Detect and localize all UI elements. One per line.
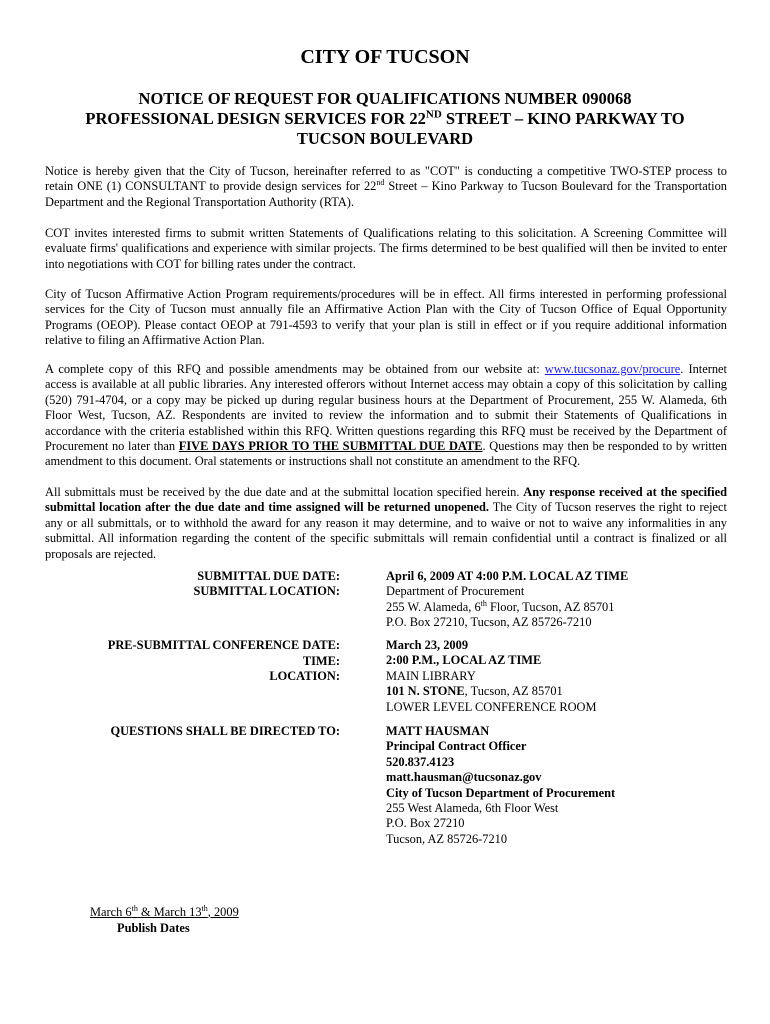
p5-bold-warning: Any response received at the specified submittal location after the due date and time assigned will be returned unopened. bbox=[45, 485, 727, 515]
publish-date-1: March 6 bbox=[90, 905, 132, 919]
contact-email: matt.hausman@tucsonaz.gov bbox=[386, 770, 542, 785]
conference-time-label: TIME: bbox=[302, 654, 340, 668]
contact-address: 255 West Alameda, 6th Floor West bbox=[386, 801, 559, 816]
conference-values bbox=[386, 638, 597, 715]
publish-dates-value bbox=[90, 905, 239, 920]
notice-line-2-part-a: PROFESSIONAL DESIGN SERVICES FOR 22 bbox=[85, 109, 426, 128]
submittal-dept: Department of Procurement bbox=[386, 584, 525, 599]
notice-line-2 bbox=[0, 109, 770, 129]
conference-street bbox=[386, 684, 597, 699]
questions-label: QUESTIONS SHALL BE DIRECTED TO: bbox=[110, 724, 340, 738]
contact-name: MATT HAUSMAN bbox=[386, 724, 490, 738]
p5-text-a: All submittals must be received by the due date and at the submittal location specified herein. bbox=[45, 485, 524, 499]
questions-values bbox=[386, 724, 615, 847]
conference-date-value: March 23, 2009 bbox=[386, 638, 469, 652]
notice-line-1: NOTICE OF REQUEST FOR QUALIFICATIONS NUMBER 090068 bbox=[138, 89, 632, 108]
p5-text-b: The City of Tucson reserves the right to reject any or all submittals, or to withhold the award for any reason it may determine, and to waive or not to waive any informalities in any submittal. All information regarding the content of the specific submittals will remain confidential until a contract is finalized or all proposals are rejected. bbox=[45, 500, 727, 561]
submittal-address-a: 255 W. Alameda, 6 bbox=[386, 599, 481, 614]
publish-date-year: , 2009 bbox=[207, 905, 239, 919]
notice-line-3: TUCSON BOULEVARD bbox=[296, 129, 474, 148]
submittal-address bbox=[386, 600, 628, 615]
p4-text-a: A complete copy of this RFQ and possible amendments may be obtained from our website at: bbox=[45, 362, 545, 376]
procure-website-link[interactable]: www.tucsonaz.gov/procure bbox=[544, 362, 681, 376]
submittal-due-value: April 6, 2009 AT 4:00 P.M. LOCAL AZ TIME bbox=[386, 569, 629, 583]
p1-text-b: Street – Kino Parkway to Tucson Boulevard for the Transportation Department and the Regional Transportation Authority (RTA). bbox=[45, 179, 728, 209]
submittal-pobox: P.O. Box 27210, Tucson, AZ 85726-7210 bbox=[386, 615, 592, 630]
p1-sup: nd bbox=[376, 178, 385, 188]
p4-text-b: . Internet access is available at all public libraries. Any interested offerors without Internet access may obtain a copy of this solicitation by calling (520) 791-4704, or a copy may be picked up during regular business hours at the Department of Procurement, 255 W. Alameda, 6th Floor West, Tucson, AZ. Respondents are invited to review the information and to submit their Statements of Qualifications in accordance with the criteria established within this RFQ. Written questions regarding this RFQ must be received by the Department of Procurement no later than bbox=[45, 362, 727, 454]
paragraph-notice bbox=[45, 164, 727, 210]
conference-time-value: 2:00 P.M., LOCAL AZ TIME bbox=[386, 653, 542, 668]
contact-phone: 520.837.4123 bbox=[386, 754, 455, 769]
submittal-address-sup: th bbox=[480, 598, 487, 608]
paragraph-invite: COT invites interested firms to submit written Statements of Qualifications relating to this solicitation. A Screening Committee will evaluate firms' qualifications and experience with similar projects. The firms determined to be best qualified will then be invited to enter into negotiations with COT for billing rates under the contract. bbox=[45, 226, 727, 271]
conference-place: MAIN LIBRARY bbox=[386, 668, 476, 683]
contact-title: Principal Contract Officer bbox=[386, 739, 527, 754]
contact-city: Tucson, AZ 85726-7210 bbox=[386, 831, 508, 846]
publish-date-2: & March 13 bbox=[137, 905, 202, 919]
publish-date-1-sup: th bbox=[131, 903, 138, 913]
publish-date-2-sup: th bbox=[201, 903, 208, 913]
submittal-address-b: Floor, Tucson, AZ 85701 bbox=[486, 599, 615, 614]
notice-line-2-sup: ND bbox=[425, 108, 442, 121]
p4-text-c: . Questions may then be responded to by written amendment to this document. Oral statements or instructions shall not constitute an amendment to the RFQ. bbox=[45, 439, 727, 469]
submittal-values bbox=[386, 569, 628, 631]
paragraph-submittals bbox=[45, 485, 727, 562]
submittal-location-label: SUBMITTAL LOCATION: bbox=[193, 584, 340, 598]
conference-room: LOWER LEVEL CONFERENCE ROOM bbox=[386, 699, 597, 714]
submittal-due-label: SUBMITTAL DUE DATE: bbox=[197, 569, 340, 583]
p4-deadline-emphasis: FIVE DAYS PRIOR TO THE SUBMITTAL DUE DATE bbox=[178, 439, 483, 454]
paragraph-rfq-copy bbox=[45, 362, 727, 470]
conference-location-label: LOCATION: bbox=[269, 669, 340, 683]
city-title: CITY OF TUCSON bbox=[300, 46, 470, 68]
conference-street-rest: , Tucson, AZ 85701 bbox=[464, 684, 563, 699]
paragraph-affirmative-action: City of Tucson Affirmative Action Program requirements/procedures will be in effect. All firms interested in performing professional services for the City of Tucson must annually file an Affirmative Action Plan with the City of Tucson Office of Equal Opportunity Programs (OEOP). Please contact OEOP at 791-4593 to verify that your plan is still in effect or if you require additional information relative to filing an Affirmative Action Plan. bbox=[45, 287, 727, 348]
conference-date-label: PRE-SUBMITTAL CONFERENCE DATE: bbox=[107, 638, 340, 652]
conference-street-bold: 101 N. STONE bbox=[386, 684, 465, 699]
contact-pobox: P.O. Box 27210 bbox=[386, 816, 465, 831]
publish-dates-label: Publish Dates bbox=[117, 921, 190, 935]
contact-dept: City of Tucson Department of Procurement bbox=[386, 785, 616, 800]
notice-line-2-part-b: STREET – KINO PARKWAY TO bbox=[441, 109, 685, 128]
notice-heading bbox=[0, 89, 770, 149]
p1-text-a: Notice is hereby given that the City of Tucson, hereinafter referred to as "COT" is conducting a competitive TWO-STEP process to retain ONE (1) CONSULTANT to provide design services for 22 bbox=[45, 164, 727, 194]
